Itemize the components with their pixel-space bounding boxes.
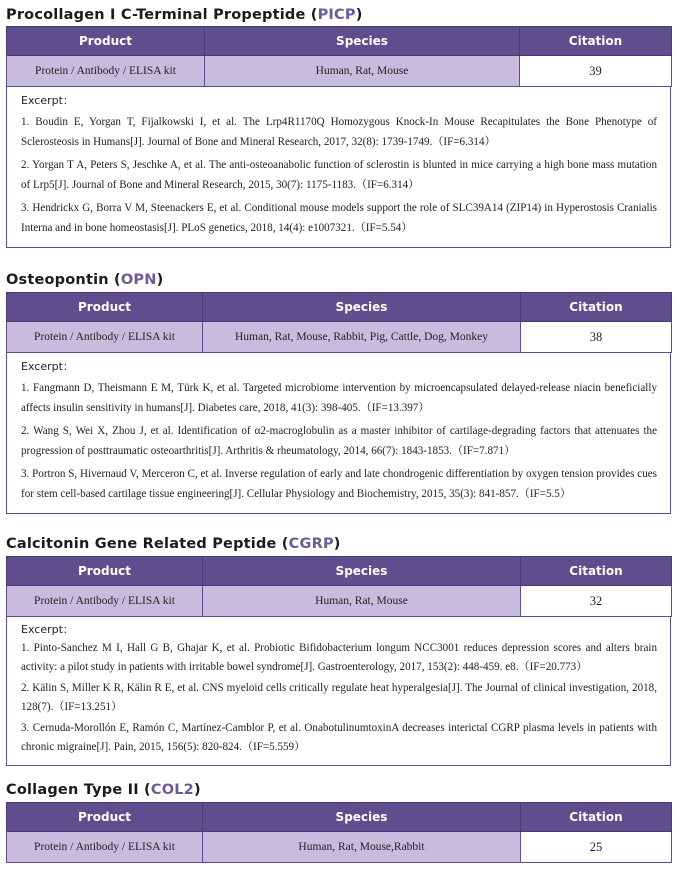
section-cgrp (6, 534, 671, 766)
product-table (6, 556, 672, 617)
product-header: Product (7, 803, 203, 832)
citation-count: 39 (520, 56, 672, 87)
excerpt-label: Excerpt： (21, 360, 74, 373)
reference-item: 3. Hendrickx G, Borra V M, Steenackers E, et al. Conditional mouse models support the role of SLC39A14 (ZIP14) in Hyperostosis Cranialis Interna and in bone homeostasis[J]. PLoS genetics, 2018, 14(4): e1007321.（IF=5.54） (21, 201, 657, 234)
section-abbreviation: COL2 (150, 782, 194, 798)
reference-item: 2. Wang S, Wei X, Zhou J, et al. Identification of α2-macroglobulin as a master inhibitor of cartilage-degrading factors that attenuates the progression of posttraumatic osteoarthritis[J]. Arthritis & rheumatology, 2014, 66(7): 1843-1853.（IF=7.871） (21, 424, 657, 457)
section-abbreviation: CGRP (288, 536, 334, 552)
species-cell: Human, Rat, Mouse,Rabbit (203, 832, 521, 863)
reference-item: 2. Kälin S, Miller K R, Kälin R E, et al. CNS myeloid cells critically regulate heat hyperalgesia[J]. The Journal of clinical investigation, 2018, 128(7).（IF=13.251） (21, 682, 657, 713)
citation-header: Citation (521, 803, 672, 832)
reference-item: 1. Pinto-Sanchez M I, Hall G B, Ghajar K, et al. Probiotic Bifidobacterium longum NCC3001 reduces depression scores and alters brain activity: a pilot study in patients with irritable bowel syndrome[J]. Gastroenterology, 2017, 153(2): 448-459. e8.（IF=20.773） (21, 642, 657, 673)
excerpt-label: Excerpt： (21, 623, 74, 636)
section-col2 (6, 780, 671, 863)
citation-header: Citation (521, 557, 672, 586)
product-cell: Protein / Antibody / ELISA kit (7, 56, 205, 87)
excerpt-label: Excerpt： (21, 94, 74, 107)
species-header: Species (203, 803, 521, 832)
product-header: Product (7, 27, 205, 56)
product-table (6, 26, 672, 87)
reference-item: 3. Cernuda-Morollón E, Ramón C, Martínez-Camblor P, et al. OnabotulinumtoxinA decreases interictal CGRP plasma levels in patients with chronic migraine[J]. Pain, 2015, 156(5): 820-824.（IF=5.559） (21, 722, 657, 753)
species-cell: Human, Rat, Mouse (205, 56, 520, 87)
section-title: Osteopontin (OPN) (6, 272, 164, 288)
product-table (6, 292, 672, 353)
section-title: Calcitonin Gene Related Peptide (CGRP) (6, 536, 341, 552)
excerpt-box (6, 87, 671, 248)
reference-item: 1. Boudin E, Yorgan T, Fijalkowski I, et al. The Lrp4R1170Q Homozygous Knock-In Mouse Recapitulates the Bone Phenotype of Sclerosteosis in Humans[J]. Journal of Bone and Mineral Research, 2017, 32(8): 1739-1749.（IF=6.314） (21, 115, 657, 148)
species-header: Species (203, 293, 521, 322)
citation-header: Citation (520, 27, 672, 56)
section-opn (6, 270, 671, 514)
species-header: Species (205, 27, 520, 56)
section-title: Procollagen I C-Terminal Propeptide (PICP) (6, 7, 363, 23)
section-abbreviation: PICP (317, 7, 356, 23)
product-header: Product (7, 293, 203, 322)
section-title: Collagen Type II (COL2) (6, 782, 201, 798)
species-header: Species (203, 557, 521, 586)
reference-item: 2. Yorgan T A, Peters S, Jeschke A, et al. The anti-osteoanabolic function of sclerostin is blunted in mice carrying a high bone mass mutation of Lrp5[J]. Journal of Bone and Mineral Research, 2015, 30(7): 1175-1183.（IF=6.314） (21, 158, 657, 191)
reference-item: 3. Portron S, Hivernaud V, Merceron C, et al. Inverse regulation of early and late chondrogenic differentiation by oxygen tension provides cues for stem cell-based cartilage tissue engineering[J]. Cellular Physiology and Biochemistry, 2015, 35(3): 841-857.（IF=5.5） (21, 467, 657, 500)
section-abbreviation: OPN (120, 272, 157, 288)
product-cell: Protein / Antibody / ELISA kit (7, 586, 203, 617)
product-cell: Protein / Antibody / ELISA kit (7, 322, 203, 353)
section-picp (6, 5, 671, 248)
reference-item: 1. Fangmann D, Theismann E M, Türk K, et al. Targeted microbiome intervention by microencapsulated delayed-release niacin beneficially affects insulin sensitivity in humans[J]. Diabetes care, 2018, 41(3): 398-405.（IF=13.397） (21, 381, 657, 414)
citation-count: 32 (521, 586, 672, 617)
excerpt-box (6, 353, 671, 514)
citation-count: 38 (521, 322, 672, 353)
species-cell: Human, Rat, Mouse, Rabbit, Pig, Cattle, Dog, Monkey (203, 322, 521, 353)
excerpt-box (6, 617, 671, 766)
product-header: Product (7, 557, 203, 586)
species-cell: Human, Rat, Mouse (203, 586, 521, 617)
product-table (6, 802, 672, 863)
citation-count: 25 (521, 832, 672, 863)
citation-header: Citation (521, 293, 672, 322)
product-cell: Protein / Antibody / ELISA kit (7, 832, 203, 863)
